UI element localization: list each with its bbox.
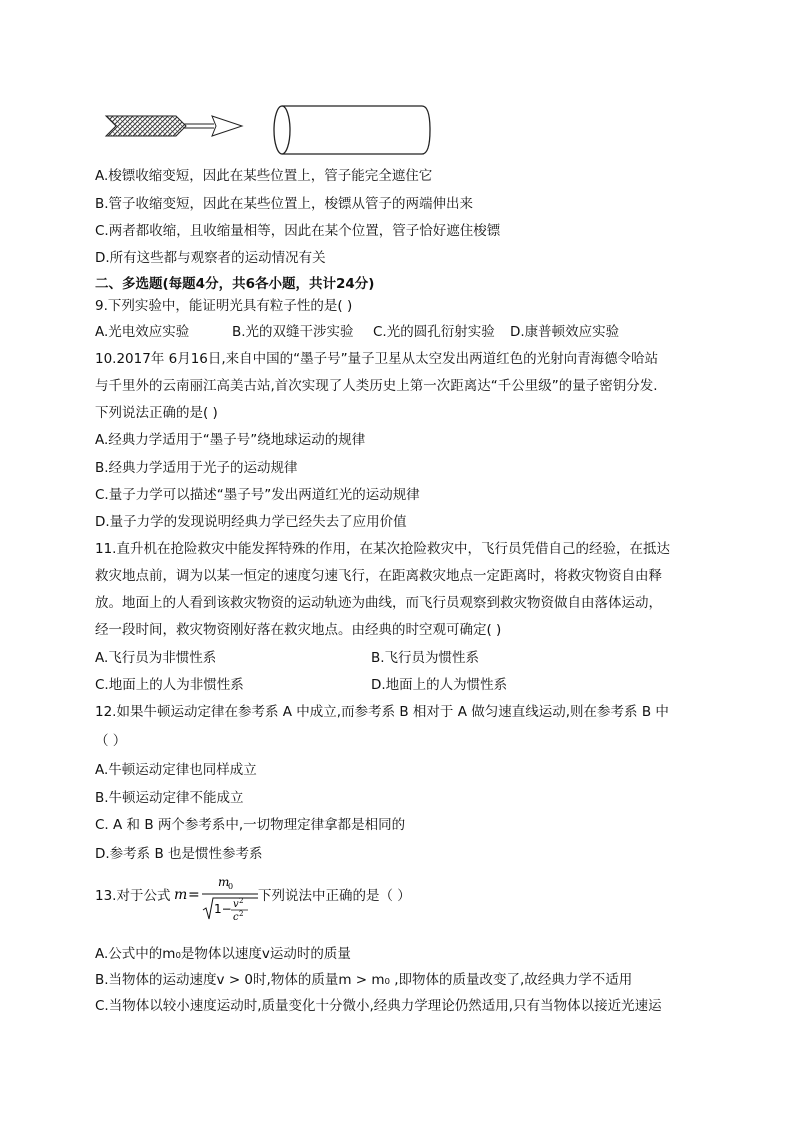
dart-icon: [106, 116, 242, 136]
q10-option-d: D.量子力学的发现说明经典力学已经失去了应用价值: [95, 514, 407, 530]
q11-option-a: A.飞行员为非惯性系: [95, 650, 217, 666]
q10-stem-line3: 下列说法正确的是( ): [95, 405, 218, 421]
q11-stem-line4: 经一段时间，救灾物资刚好落在救灾地点。由经典的时空观可确定( ): [95, 622, 502, 638]
q13-option-c: C.当物体以较小速度运动时,质量变化十分微小,经典力学理论仍然适用,只有当物体以接近光速运: [95, 998, 662, 1014]
q12-stem-line2: （ ）: [95, 733, 127, 749]
q9-stem: 9.下列实验中，能证明光具有粒子性的是( ): [95, 298, 353, 314]
q11-stem-line2: 救灾地点前，调为以某一恒定的速度匀速飞行，在距离救灾地点一定距离时，将救灾物资自由释: [95, 568, 662, 584]
q11-option-c: C.地面上的人为非惯性系: [95, 677, 244, 693]
q10-option-c: C.量子力学可以描述“墨子号”发出两道红光的运动规律: [95, 487, 420, 503]
relativistic-mass-formula: [172, 872, 260, 922]
q8-option-d: D.所有这些都与观察者的运动情况有关: [95, 250, 326, 266]
tube-icon: [274, 106, 430, 154]
q13-stem-suffix: 下列说法中正确的是（ ）: [258, 888, 411, 904]
svg-text:v: v: [233, 899, 239, 910]
q12-option-d: D.参考系 B 也是惯性参考系: [95, 846, 263, 862]
dart-and-tube-figure: [100, 104, 440, 156]
q11-option-b: B.飞行员为惯性系: [371, 650, 480, 666]
q13-stem-prefix: 13.对于公式: [95, 888, 171, 904]
q13-option-a: A.公式中的m₀是物体以速度v运动时的质量: [95, 946, 351, 962]
svg-text:=: =: [188, 887, 200, 903]
svg-text:c: c: [233, 912, 239, 922]
q9-option-b: B.光的双缝干涉实验: [232, 324, 354, 340]
q9-option-d: D.康普顿效应实验: [510, 324, 620, 340]
section2-title: 二、多选题(每题4分，共6各小题，共计24分): [95, 276, 375, 292]
q8-option-c: C.两者都收缩，且收缩量相等，因此在某个位置，管子恰好遮住梭镖: [95, 223, 501, 239]
svg-text:0: 0: [228, 882, 234, 891]
q9-option-a: A.光电效应实验: [95, 324, 190, 340]
svg-text:1−: 1−: [214, 902, 232, 916]
svg-text:m: m: [174, 887, 188, 903]
svg-text:m: m: [218, 875, 230, 889]
q11-option-d: D.地面上的人为惯性系: [371, 677, 508, 693]
q12-option-a: A.牛顿运动定律也同样成立: [95, 762, 257, 778]
q11-stem-line1: 11.直升机在抢险救灾中能发挥特殊的作用，在某次抢险救灾中，飞行员凭借自己的经验，在抵达: [95, 541, 670, 557]
q12-stem-line1: 12.如果牛顿运动定律在参考系 A 中成立,而参考系 B 相对于 A 做匀速直线运动,则在参考系 B 中: [95, 704, 669, 720]
q8-option-b: B.管子收缩变短，因此在某些位置上，梭镖从管子的两端伸出来: [95, 196, 474, 212]
q10-option-a: A.经典力学适用于“墨子号”绕地球运动的规律: [95, 432, 366, 448]
q10-stem-line1: 10.2017年 6月16日,来自中国的“墨子号”量子卫星从太空发出两道红色的光射向青海德令哈站: [95, 351, 659, 367]
q10-option-b: B.经典力学适用于光子的运动规律: [95, 460, 298, 476]
q12-option-c: C. A 和 B 两个参考系中,一切物理定律拿都是相同的: [95, 817, 406, 833]
q9-option-c: C.光的圆孔衍射实验: [373, 324, 495, 340]
svg-text:2: 2: [239, 897, 244, 905]
svg-text:2: 2: [239, 910, 244, 918]
q11-stem-line3: 放。地面上的人看到该救灾物资的运动轨迹为曲线，而飞行员观察到救灾物资做自由落体运动，: [95, 595, 662, 611]
q10-stem-line2: 与千里外的云南丽江高美古站,首次实现了人类历史上第一次距离达“千公里级”的量子密钥分发.: [95, 378, 658, 394]
q13-option-b: B.当物体的运动速度v > 0时,物体的质量m > m₀ ,即物体的质量改变了,故经典力学不适用: [95, 972, 633, 988]
q12-option-b: B.牛顿运动定律不能成立: [95, 790, 244, 806]
q8-option-a: A.梭镖收缩变短，因此在某些位置上，管子能完全遮住它: [95, 168, 433, 184]
